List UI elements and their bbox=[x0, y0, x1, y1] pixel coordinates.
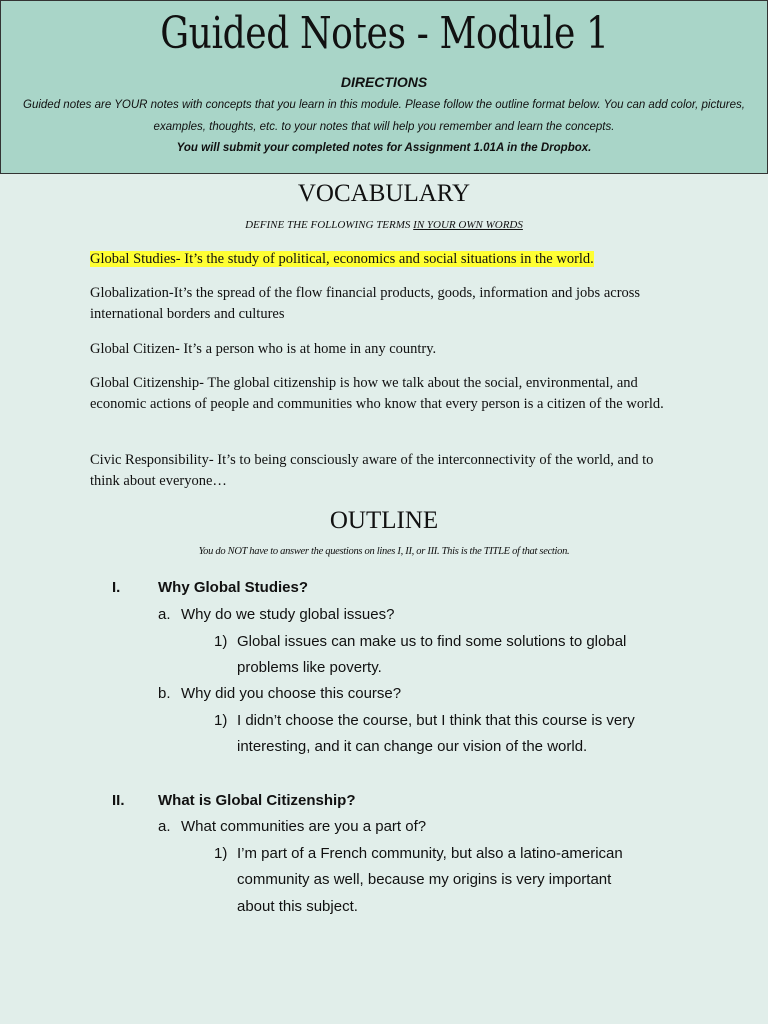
outline-question: What communities are you a part of? bbox=[181, 818, 427, 835]
outline-question: Why do we study global issues? bbox=[181, 606, 395, 623]
outline-answer-line: I didn’t choose the course, but I think that this course is very bbox=[237, 712, 635, 729]
outline-heading: OUTLINE bbox=[329, 507, 439, 534]
page-title: Guided Notes - Module 1 bbox=[159, 8, 609, 59]
directions-heading: DIRECTIONS bbox=[340, 74, 428, 90]
vocabulary-instruction-underlined: IN YOUR OWN WORDS bbox=[413, 219, 523, 231]
outline-letter: a. bbox=[158, 606, 171, 623]
outline-question: Why did you choose this course? bbox=[181, 685, 402, 702]
outline-section-title-1: Why Global Studies? bbox=[158, 579, 309, 596]
vocabulary-instruction-prefix: DEFINE THE FOLLOWING TERMS bbox=[245, 219, 414, 231]
outline-answer-number: 1) bbox=[214, 712, 228, 729]
outline-section-title-2: What is Global Citizenship? bbox=[158, 792, 356, 809]
vocabulary-instruction bbox=[0, 219, 768, 231]
highlighted-definition: Global Studies- It’s the study of political, economics and social situations in the world. bbox=[90, 251, 594, 267]
vocab-term-globalization: Globalization-It’s the spread of the flow financial products, goods, information and jobs across international borders and cultures bbox=[90, 285, 641, 322]
vocab-term-global-citizenship: Global Citizenship- The global citizenship is how we talk about the social, environmental, and economic actions of people and communities who know that every person is a citizen of the world. bbox=[90, 375, 664, 412]
outline-letter: a. bbox=[158, 818, 171, 835]
directions-box bbox=[0, 66, 768, 174]
outline-letter: b. bbox=[158, 685, 171, 702]
vocab-term-global-citizen: Global Citizen- It’s a person who is at home in any country. bbox=[90, 341, 437, 357]
outline-answer-line: interesting, and it can change our vision of the world. bbox=[237, 738, 588, 755]
directions-text: Guided notes are YOUR notes with concepts that you learn in this module. Please follow the outline format below. You can add color, pictures, examples, thoughts, etc. to your notes that will help you remember and learn the concepts. bbox=[23, 99, 745, 133]
outline-answer-line: about this subject. bbox=[237, 898, 358, 915]
outline-numeral-1: I. bbox=[112, 579, 121, 596]
outline-answer-line: problems like poverty. bbox=[237, 659, 382, 676]
outline-instruction: You do NOT have to answer the questions on lines I, II, or III. This is the TITLE of that section. bbox=[198, 546, 570, 557]
title-banner bbox=[0, 0, 768, 67]
outline-answer-line: community as well, because my origins is very important bbox=[237, 871, 612, 888]
vocab-term-global-studies bbox=[90, 249, 680, 270]
vocabulary-heading: VOCABULARY bbox=[297, 180, 471, 207]
outline-answer-number: 1) bbox=[214, 633, 228, 650]
outline-answer-line: I’m part of a French community, but also a latino-american bbox=[237, 845, 623, 862]
outline-answer-line: Global issues can make us to find some solutions to global bbox=[237, 633, 627, 650]
vocab-term-civic-responsibility: Civic Responsibility- It’s to being consciously aware of the interconnectivity of the world, and to think about everyone… bbox=[90, 452, 654, 489]
directions-submit-note: You will submit your completed notes for Assignment 1.01A in the Dropbox. bbox=[176, 142, 592, 154]
outline-numeral-2: II. bbox=[112, 792, 125, 809]
outline-answer-number: 1) bbox=[214, 845, 228, 862]
